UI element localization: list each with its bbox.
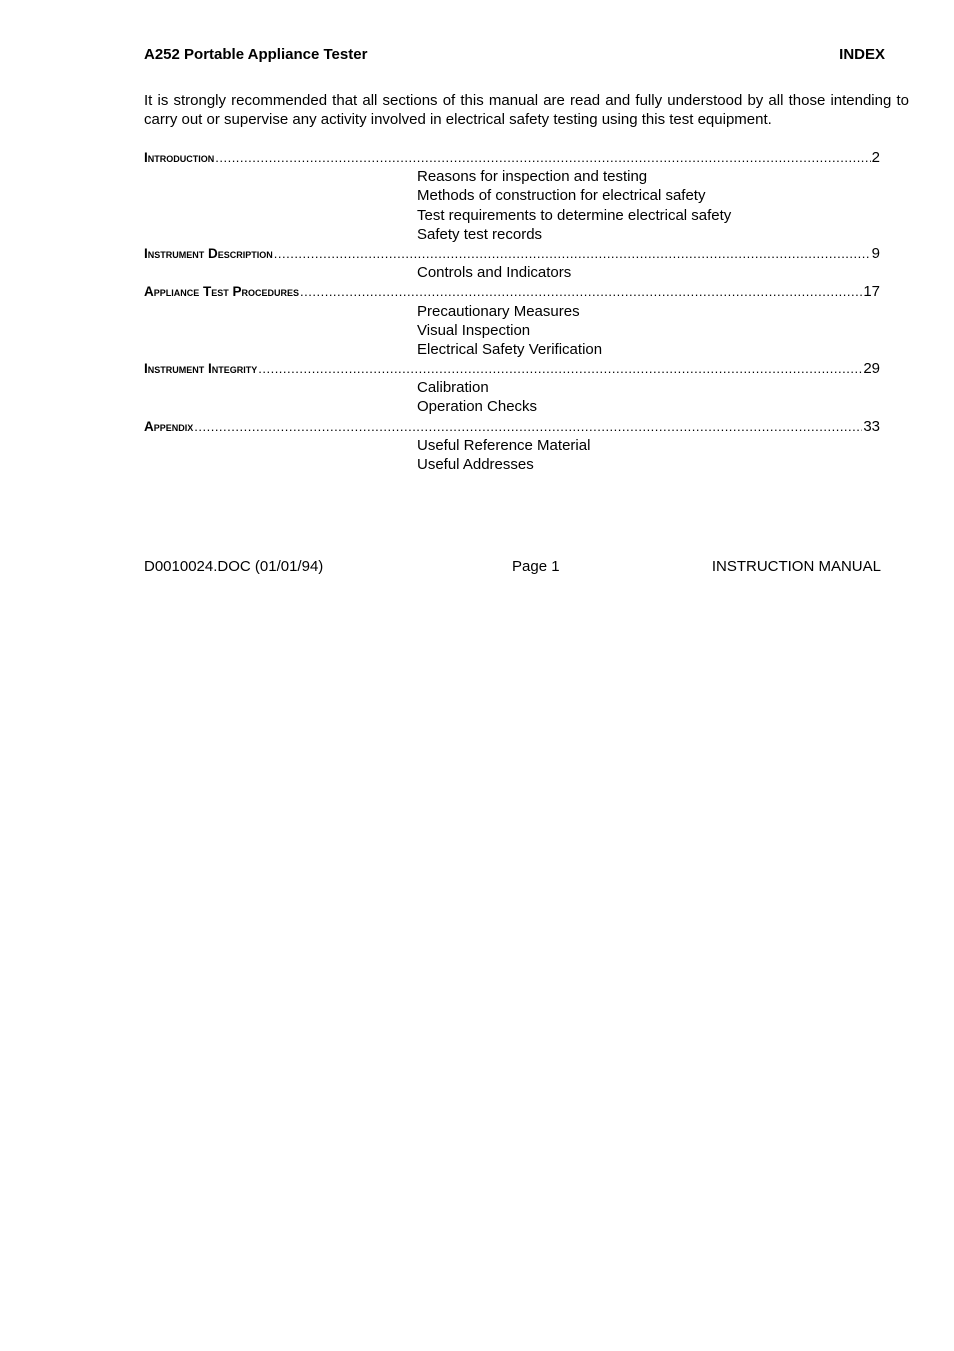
toc-section-instrument-description[interactable] [144,244,886,263]
toc-subitem: Controls and Indicators [417,264,572,282]
document-title: A252 Portable Appliance Tester [144,46,368,63]
toc-dot-leader [300,282,862,301]
toc-subitem: Visual Inspection [417,321,531,339]
toc-subitem: Calibration [417,379,489,397]
toc-subitem: Useful Addresses [417,456,534,473]
toc-subitem: Electrical Safety Verification [417,340,603,358]
toc-section-title: Instrument Description [144,245,273,261]
toc-subitem: Test requirements to determine electrical safety [417,206,732,224]
footer-doc-reference: D0010024.DOC (01/01/94) [144,558,324,575]
toc-section-title: Instrument Integrity [144,361,258,377]
toc-dot-leader [194,417,862,436]
toc-subitem: Useful Reference Material [417,436,591,454]
toc-page-number: 29 [863,360,880,378]
toc-section-title: Appliance Test Procedures [144,284,300,300]
toc-subitem: Precautionary Measures [417,302,580,320]
footer-page-number: Page 1 [512,558,560,575]
toc-dot-leader [274,244,871,263]
toc-dot-leader [258,359,862,378]
toc-section-appliance-test-procedures[interactable] [144,282,886,301]
intro-paragraph: It is strongly recommended that all sections of this manual are read and fully understood by all those intending to carry out or supervise any activity involved in electrical safety testing using this test equipment. [144,92,909,128]
toc-subitem: Operation Checks [417,398,538,416]
toc-page-number: 2 [871,149,880,166]
toc-subitem: Reasons for inspection and testing [417,168,648,186]
toc-section-introduction[interactable] [144,148,886,167]
toc-dot-leader [215,148,870,167]
toc-page-number: 33 [863,417,880,435]
toc-page-number: 17 [863,283,880,301]
section-label: INDEX [839,46,885,63]
table-of-contents [144,148,886,474]
toc-subitem: Safety test records [417,225,543,243]
toc-section-title: Appendix [144,418,194,434]
toc-page-number: 9 [871,244,880,262]
toc-section-instrument-integrity[interactable] [144,359,886,378]
toc-subitem: Methods of construction for electrical safety [417,187,706,205]
toc-section-title: Introduction [144,150,215,165]
toc-section-appendix[interactable] [144,417,886,436]
footer-manual-label: INSTRUCTION MANUAL [711,558,881,575]
